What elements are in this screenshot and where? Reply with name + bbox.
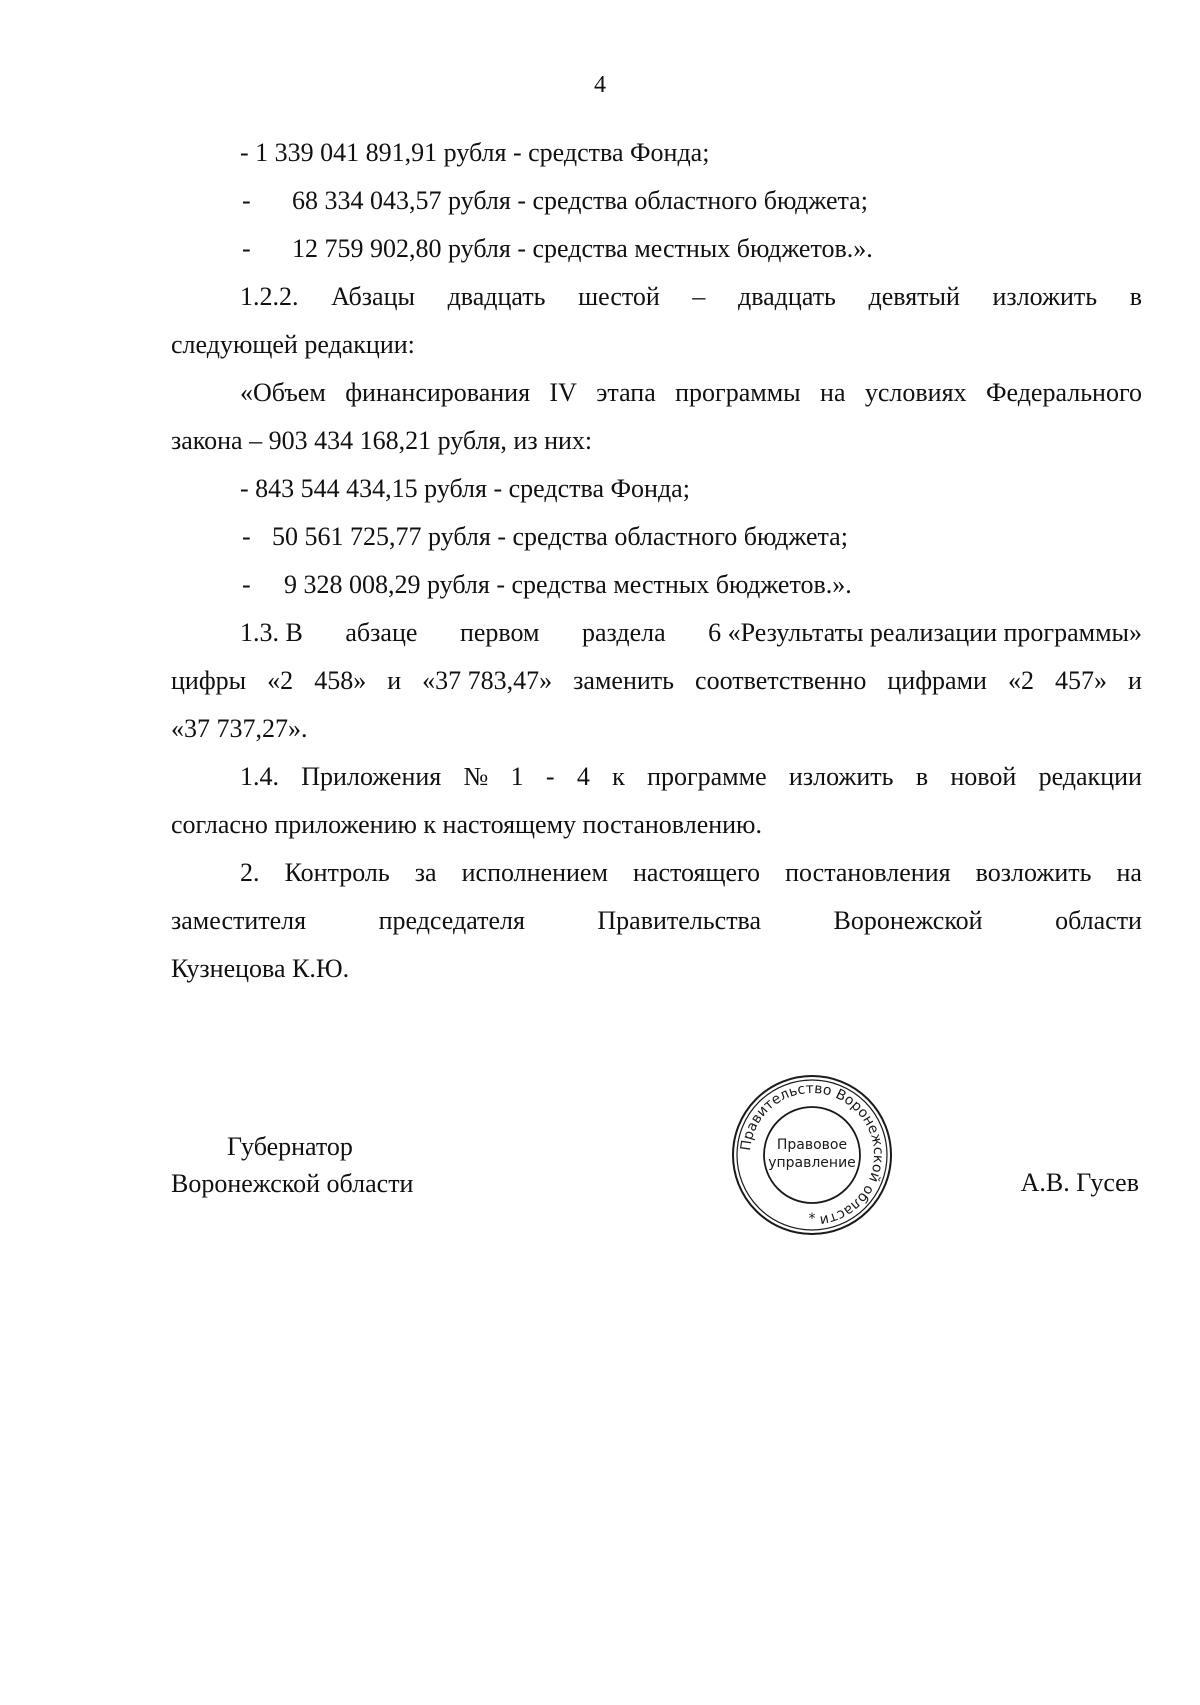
paragraph-2-line-3: Кузнецова К.Ю. bbox=[171, 954, 350, 983]
word: постановления bbox=[785, 858, 951, 887]
word: и bbox=[1128, 666, 1142, 695]
local-amount-line-b: 9 328 008,29 рубля - средства местных бюджетов.». bbox=[284, 570, 852, 599]
word: на bbox=[820, 378, 846, 407]
word: настоящего bbox=[632, 858, 761, 887]
word: девятый bbox=[868, 282, 960, 311]
quote-paragraph-line-1 bbox=[240, 380, 1142, 406]
word: 1.3. В bbox=[240, 618, 303, 647]
seal-outer-text: Правительство Воронежской области bbox=[738, 1080, 887, 1229]
word: возложить bbox=[975, 858, 1092, 887]
paragraph-1-2-2-line-2: следующей редакции: bbox=[171, 330, 415, 359]
word: «2 bbox=[267, 666, 294, 695]
word: соответственно bbox=[695, 666, 867, 695]
word: 2. bbox=[240, 858, 260, 887]
word: области bbox=[1055, 906, 1142, 935]
word: шестой bbox=[578, 282, 660, 311]
paragraph-1-2-2-line-1 bbox=[240, 284, 1142, 310]
seal-inner-line-1: Правовое bbox=[776, 1137, 848, 1153]
word: Контроль bbox=[284, 858, 390, 887]
regional-dash-b: - bbox=[242, 522, 251, 551]
word: 1.4. bbox=[240, 762, 279, 791]
word: первом bbox=[459, 618, 540, 647]
paragraph-2-line-2 bbox=[171, 908, 1142, 934]
word: финансирования bbox=[345, 378, 531, 407]
word: раздела bbox=[582, 618, 666, 647]
word: на bbox=[1116, 858, 1142, 887]
word: условиях bbox=[864, 378, 967, 407]
word: 457» bbox=[1054, 666, 1107, 695]
quote-paragraph-line-2: закона – 903 434 168,21 рубля, из них: bbox=[171, 426, 593, 455]
seal-stamp bbox=[730, 1073, 894, 1237]
word: за bbox=[414, 858, 437, 887]
word: абзаце bbox=[345, 618, 418, 647]
word: двадцать bbox=[447, 282, 546, 311]
word: – bbox=[692, 282, 706, 311]
regional-amount-line-b: 50 561 725,77 рубля - средства областного бюджета; bbox=[272, 522, 848, 551]
word: заменить bbox=[573, 666, 675, 695]
word: Правительства bbox=[597, 906, 762, 935]
word: изложить bbox=[992, 282, 1098, 311]
word: № bbox=[463, 762, 489, 791]
paragraph-1-3-line-1 bbox=[240, 620, 1142, 646]
paragraph-2-line-1 bbox=[240, 860, 1142, 886]
word: Абзацы bbox=[331, 282, 415, 311]
word: редакции bbox=[1038, 762, 1142, 791]
word: цифры bbox=[171, 666, 247, 695]
word: к bbox=[612, 762, 625, 791]
seal-star: * bbox=[808, 1211, 816, 1227]
word: 4 bbox=[576, 762, 590, 791]
word: «Объем bbox=[240, 378, 326, 407]
word: цифрами bbox=[887, 666, 987, 695]
paragraph-1-4-line-1 bbox=[240, 764, 1142, 790]
word: Приложения bbox=[301, 762, 442, 791]
paragraph-1-4-line-2: согласно приложению к настоящему постановлению. bbox=[171, 810, 762, 839]
signature-title-line-2: Воронежской области bbox=[171, 1169, 414, 1198]
regional-amount-line: 68 334 043,57 рубля - средства областного бюджета; bbox=[292, 186, 868, 215]
word: 6 «Результаты реализации программы» bbox=[708, 618, 1142, 647]
word: «37 783,47» bbox=[422, 666, 553, 695]
fund-amount-line: - 1 339 041 891,91 рубля - средства Фонда; bbox=[240, 138, 710, 167]
fund-amount-line-b: - 843 544 434,15 рубля - средства Фонда; bbox=[240, 474, 690, 503]
word: новой bbox=[950, 762, 1017, 791]
word: - bbox=[545, 762, 555, 791]
signature-name: А.В. Гусев bbox=[1020, 1168, 1139, 1197]
word: председателя bbox=[378, 906, 525, 935]
word: и bbox=[387, 666, 402, 695]
word: Воронежской bbox=[833, 906, 983, 935]
word: в bbox=[1129, 282, 1142, 311]
signature-title-line-1: Губернатор bbox=[227, 1132, 353, 1161]
word: двадцать bbox=[737, 282, 836, 311]
page-number: 4 bbox=[594, 72, 606, 98]
paragraph-1-3-line-2 bbox=[171, 668, 1142, 694]
local-dash-b: - bbox=[242, 570, 251, 599]
word: заместителя bbox=[171, 906, 307, 935]
word: программы bbox=[675, 378, 801, 407]
word: 458» bbox=[314, 666, 367, 695]
local-amount-line: 12 759 902,80 рубля - средства местных бюджетов.». bbox=[292, 234, 873, 263]
word: Федерального bbox=[985, 378, 1142, 407]
word: этапа bbox=[596, 378, 656, 407]
word: «2 bbox=[1007, 666, 1034, 695]
word: 1 bbox=[510, 762, 524, 791]
paragraph-1-3-line-3: «37 737,27». bbox=[171, 714, 308, 743]
word: исполнением bbox=[461, 858, 608, 887]
word: IV bbox=[549, 378, 577, 407]
word: изложить bbox=[788, 762, 894, 791]
regional-dash: - bbox=[242, 186, 251, 215]
word: программе bbox=[647, 762, 767, 791]
signature-title bbox=[171, 1134, 413, 1197]
local-dash: - bbox=[242, 234, 251, 263]
seal-inner-line-2: управление bbox=[768, 1155, 856, 1171]
word: в bbox=[915, 762, 929, 791]
word: 1.2.2. bbox=[240, 282, 299, 311]
